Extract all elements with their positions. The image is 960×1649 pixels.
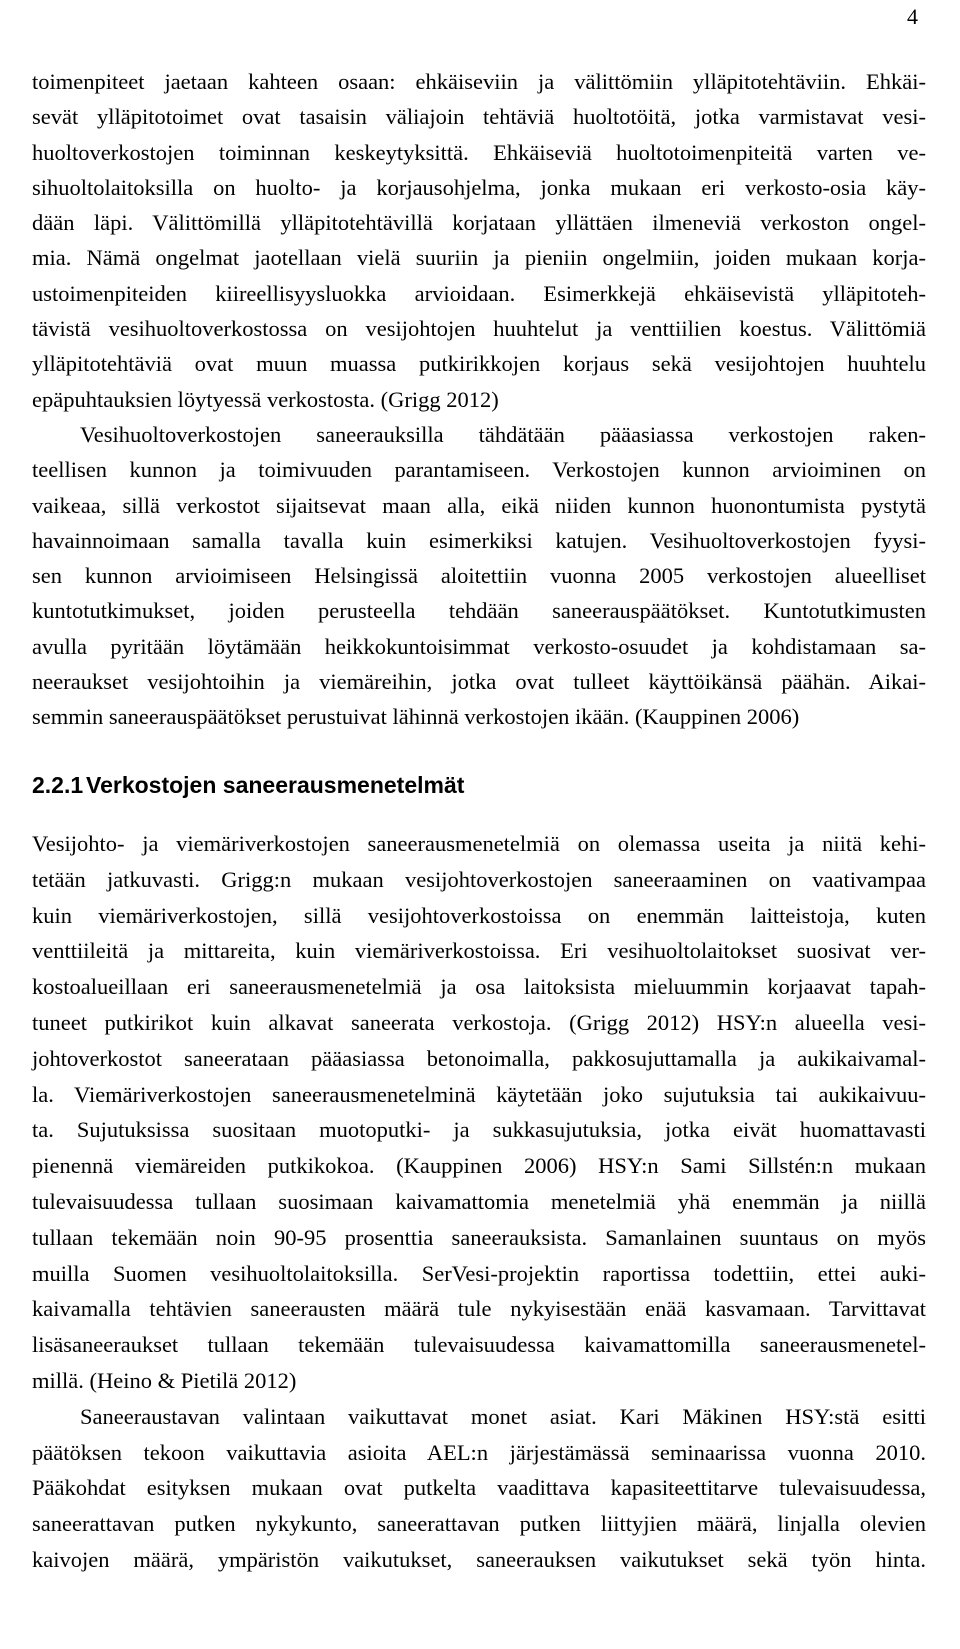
text-line: muilla Suomen vesihuoltolaitoksilla. SerVesi-projektin raportissa todettiin, ettei auki-	[32, 1260, 926, 1286]
text-line: epäpuhtauksien löytyessä verkostosta. (Grigg 2012)	[32, 386, 499, 412]
text-line: tulevaisuudessa tullaan suosimaan kaivamattomia menetelmiä yhä enemmän ja niillä	[32, 1188, 926, 1214]
text-line: venttiileitä ja mittareita, kuin viemäriverkostoissa. Eri vesihuoltolaitokset suosivat ver-	[32, 938, 926, 964]
text-line: päätöksen tekoon vaikuttavia asioita AEL:n järjestämässä seminaarissa vuonna 2010.	[32, 1439, 926, 1465]
text-line: johtoverkostot saneerataan pääasiassa betonoimalla, pakkosujuttamalla ja aukikaivamal-	[32, 1045, 926, 1071]
text-line: pienennä viemäreiden putkikokoa. (Kauppinen 2006) HSY:n Sami Sillstén:n mukaan	[32, 1153, 926, 1179]
text-line: neeraukset vesijohtoihin ja viemäreihin, jotka ovat tulleet käyttöikänsä päähän. Aikai-	[32, 669, 926, 695]
text-line: saneerattavan putken nykykunto, saneerattavan putken liittyjien määrä, linjalla olevien	[32, 1511, 926, 1537]
text-line: vaikeaa, sillä verkostot sijaitsevat maan alla, eikä niiden kunnon huonontumista pystytä	[32, 492, 926, 518]
body-text-section-1	[32, 64, 926, 735]
text-line: Saneeraustavan valintaan vaikuttavat monet asiat. Kari Mäkinen HSY:stä esitti	[80, 1403, 926, 1429]
text-line: sihuoltolaitoksilla on huolto- ja korjausohjelma, jonka mukaan eri verkosto-osia käy-	[32, 174, 926, 200]
section-number: 2.2.1	[32, 772, 84, 798]
text-line: tullaan tekemään noin 90-95 prosenttia saneerauksista. Samanlainen suuntaus on myös	[32, 1224, 926, 1250]
section-title: Verkostojen saneerausmenetelmät	[86, 772, 465, 798]
text-line: Vesihuoltoverkostojen saneerauksilla tähdätään pääasiassa verkostojen raken-	[80, 421, 926, 447]
text-line: ustoimenpiteiden kiireellisyysluokka arvioidaan. Esimerkkejä ehkäisevistä ylläpitoteh-	[32, 280, 926, 306]
text-line: la. Viemäriverkostojen saneerausmenetelminä käytetään joko sujutuksia tai aukikaivuu-	[32, 1081, 926, 1107]
text-line: sevät ylläpitotoimet ovat tasaisin väliajoin tehtäviä huoltotöitä, jotka varmistavat vesi-	[32, 104, 926, 130]
section-heading	[32, 767, 464, 803]
text-line: teellisen kunnon ja toimivuuden parantamiseen. Verkostojen kunnon arvioiminen on	[32, 457, 926, 483]
text-line: sen kunnon arvioimiseen Helsingissä aloitettiin vuonna 2005 verkostojen alueelliset	[32, 563, 926, 589]
text-line: kuntotutkimukset, joiden perusteella tehdään saneerauspäätökset. Kuntotutkimusten	[32, 598, 926, 624]
text-line: Vesijohto- ja viemäriverkostojen saneerausmenetelmiä on olemassa useita ja niitä kehi-	[32, 831, 926, 856]
page-number: 4	[907, 4, 918, 29]
text-line: tetään jatkuvasti. Grigg:n mukaan vesijohtoverkostojen saneeraaminen on vaativampaa	[32, 866, 926, 892]
text-line: huoltoverkostojen toiminnan keskeytyksittä. Ehkäiseviä huoltotoimenpiteitä varten ve-	[32, 139, 926, 165]
text-line: avulla pyritään löytämään heikkokuntoisimmat verkosto-osuudet ja kohdistamaan sa-	[32, 633, 926, 659]
text-line: kostoalueillaan eri saneerausmenetelmiä ja osa laitoksista mieluummin korjaavat tapah-	[32, 974, 926, 1000]
body-text-section-2	[32, 826, 926, 1578]
text-line: mia. Nämä ongelmat jaotellaan vielä suuriin ja pieniin ongelmiin, joiden mukaan korja-	[32, 245, 926, 271]
text-line: ylläpitotehtäviä ovat muun muassa putkirikkojen korjaus sekä vesijohtojen huuhtelu	[32, 351, 926, 377]
text-line: millä. (Heino & Pietilä 2012)	[32, 1367, 297, 1393]
text-line: tuneet putkirikot kuin alkavat saneerata verkostoja. (Grigg 2012) HSY:n alueella vesi-	[32, 1009, 926, 1035]
text-line: lisäsaneeraukset tullaan tekemään tulevaisuudessa kaivamattomilla saneerausmenetel-	[32, 1332, 926, 1358]
text-line: dään läpi. Välittömillä ylläpitotehtävillä korjataan yllättäen ilmeneviä verkoston ongel-	[32, 210, 926, 236]
text-line: kuin viemäriverkostojen, sillä vesijohtoverkostoissa on enemmän laitteistoja, kuten	[32, 902, 926, 928]
text-line: semmin saneerauspäätökset perustuivat lähinnä verkostojen ikään. (Kauppinen 2006)	[32, 704, 800, 730]
text-line: kaivojen määrä, ympäristön vaikutukset, saneerauksen vaikutukset sekä työn hinta.	[32, 1546, 926, 1572]
text-line: kaivamalla tehtävien saneerausten määrä tule nykyisestään enää kasvamaan. Tarvittavat	[32, 1296, 926, 1322]
text-line: Pääkohdat esityksen mukaan ovat putkelta vaadittava kapasiteettitarve tulevaisuudessa,	[32, 1475, 926, 1501]
text-line: ta. Sujutuksissa suositaan muotoputki- ja sukkasujutuksia, jotka eivät huomattavasti	[32, 1117, 926, 1143]
text-line: tävistä vesihuoltoverkostossa on vesijohtojen huuhtelut ja venttiilien koestus. Välittömiä	[32, 316, 926, 342]
text-line: toimenpiteet jaetaan kahteen osaan: ehkäiseviin ja välittömiin ylläpitotehtäviin. Ehkäi-	[32, 69, 926, 94]
text-line: havainnoimaan samalla tavalla kuin esimerkiksi katujen. Vesihuoltoverkostojen fyysi-	[32, 527, 926, 553]
